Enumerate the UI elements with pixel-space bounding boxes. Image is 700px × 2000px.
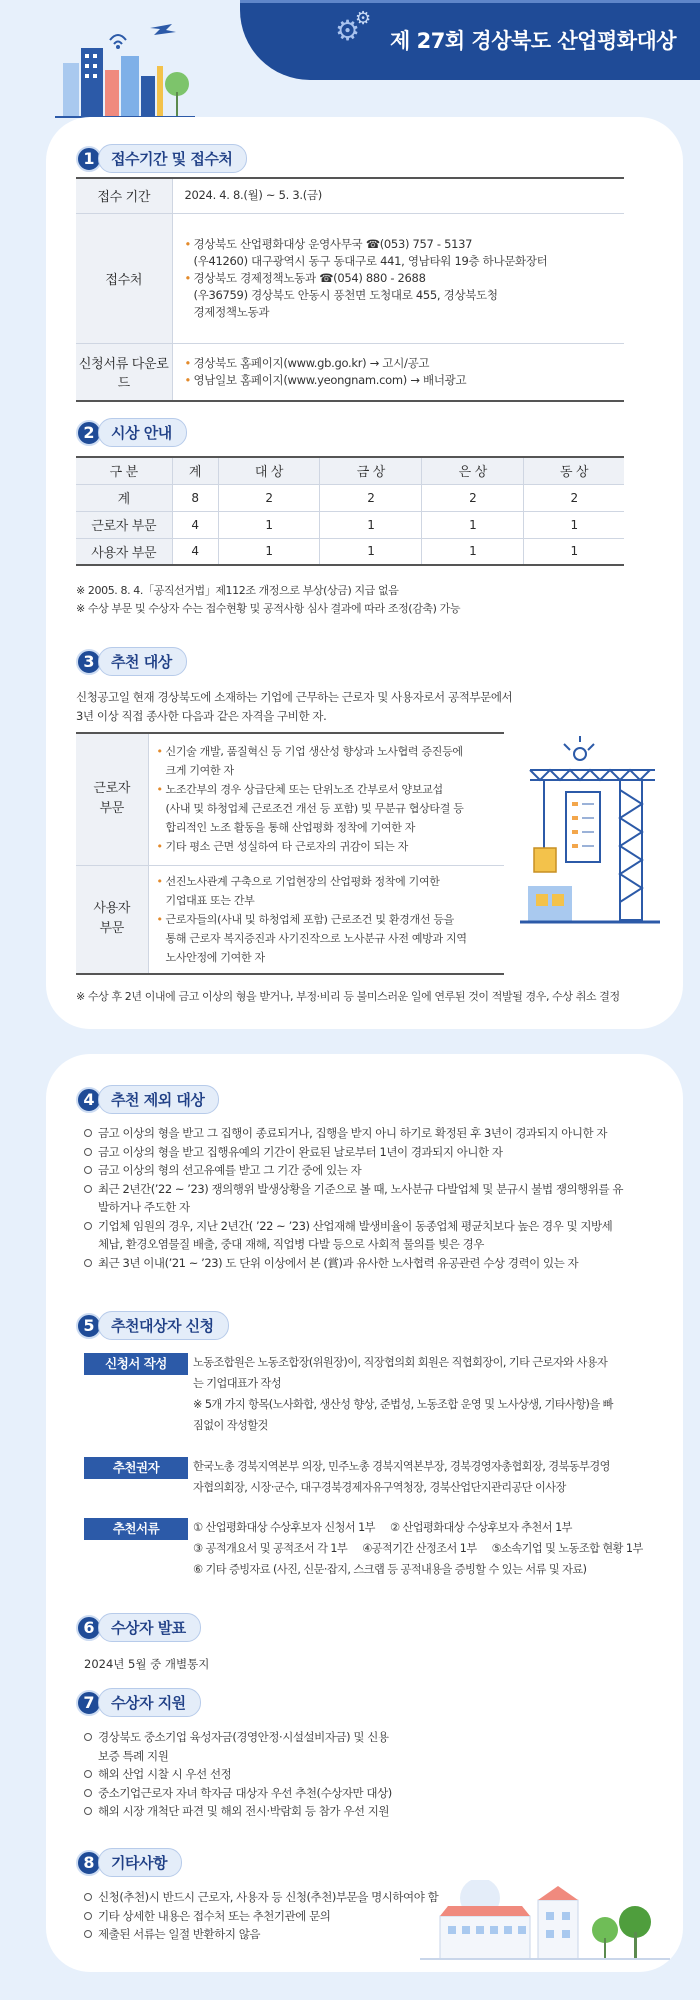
section-6-heading (76, 1613, 201, 1642)
worker-label: 근로자 부문 (76, 733, 148, 865)
section-label: 수상자 지원 (98, 1688, 201, 1717)
list-item: • 기타 평소 근면 성실하여 타 근로자의 귀감이 되는 자 (157, 837, 497, 856)
awards-table (76, 456, 624, 566)
table-cell: 1 (320, 511, 422, 538)
section-number: 4 (76, 1087, 102, 1113)
table-cell: 1 (218, 538, 320, 565)
section-7-heading (76, 1688, 201, 1717)
column-header: 대 상 (218, 457, 320, 484)
section-number: 3 (76, 649, 102, 675)
list-item: 기타 상세한 내용은 접수처 또는 추천기관에 문의 (84, 1907, 444, 1926)
place-label: 접수처 (76, 213, 172, 343)
documents-pill: 추천서류 (84, 1518, 188, 1540)
place-cell (172, 213, 624, 343)
recommender-description: 한국노총 경북지역본부 의장, 민주노총 경북지역본부장, 경북경영자총협회장, 경북동부경영 자협의회장, 시장·군수, 대구경북경제자유구역청장, 경북산업단지관리공단 이사장 (193, 1460, 610, 1494)
table-cell: 1 (422, 511, 524, 538)
section-number: 2 (76, 420, 102, 446)
download-label: 신청서류 다운로드 (76, 343, 172, 401)
documents-description: ① 산업평화대상 수상후보자 신청서 1부 ② 산업평화대상 수상후보자 추천서 1부 ③ 공적개요서 및 공적조서 각 1부 ④공적기간 산정조서 1부 ⑤소속기업 및 노동조합 현황 1부 ⑥ 기타 증빙자료 (사진, 신문·잡지, 스크랩 등 공적내용을 증빙할 수 있는 서류 및 자료) (193, 1521, 643, 1576)
section-number: 6 (76, 1615, 102, 1641)
section-number: 5 (76, 1313, 102, 1339)
table-cell: 4 (172, 511, 218, 538)
section-label: 접수기간 및 접수처 (98, 144, 247, 173)
table-cell: 1 (524, 511, 624, 538)
section-3-heading (76, 647, 187, 676)
list-item: • 선진노사관계 구축으로 기업현장의 산업평화 정착에 기여한 기업대표 또는 간부 (157, 872, 497, 910)
column-header: 계 (172, 457, 218, 484)
list-item: 금고 이상의 형의 선고유예를 받고 그 기간 중에 있는 자 (84, 1161, 644, 1180)
gear-icon: ⚙ (335, 14, 361, 47)
form-description: 노동조합원은 노동조합장(위원장)이, 직장협의회 회원은 직협회장이, 기타 근로자와 사용자 는 기업대표가 작성 ※ 5개 가지 항목(노사화합, 생산성 향상, 준법성, 노동조합 운영 및 노사상생, 기타사항)을 빠 짐없이 작성할것 (193, 1356, 613, 1432)
row-header: 근로자 부문 (76, 511, 172, 538)
list-item: • 근로자들의(사내 및 하청업체 포함) 근로조건 및 환경개선 등을 통해 근로자 복지증진과 사기진작으로 노사분규 사전 예방과 지역 노사안정에 기여한 자 (157, 910, 497, 967)
section-1-heading (76, 144, 247, 173)
list-item: 최근 3년 이내(’21 ~ ’23) 도 단위 이상에서 본 (賞)과 유사한 노사협력 유공관련 수상 경력이 있는 자 (84, 1254, 644, 1273)
reception-table (76, 177, 624, 402)
recommender-pill: 추천권자 (84, 1457, 188, 1479)
city-buildings-illustration (55, 18, 195, 118)
list-item: 기업체 임원의 경우, 지난 2년간( ’22 ~ ’23) 산업재해 발생비율이 동종업체 평균치보다 높은 경우 및 지방세 체납, 환경오염물질 배출, 중대 재해, 직업병 다발 등으로 사회적 물의를 빚은 경우 (84, 1217, 644, 1254)
note-line: ※ 수상 부문 및 수상자 수는 접수현황 및 공적사항 심사 결과에 따라 조정(감축) 가능 (76, 602, 461, 615)
section-number: 1 (76, 146, 102, 172)
column-header: 동 상 (524, 457, 624, 484)
table-row (76, 865, 504, 974)
page-header (0, 0, 700, 115)
section-label: 추천 제외 대상 (98, 1085, 219, 1114)
table-cell: 8 (172, 484, 218, 511)
period-label: 접수 기간 (76, 178, 172, 213)
section-8-heading (76, 1848, 182, 1877)
title-banner (240, 0, 700, 80)
section-2-heading (76, 418, 187, 447)
table-row (76, 538, 624, 565)
list-item: 최근 2년간(’22 ~ ’23) 쟁의행위 발생상황을 기준으로 볼 때, 노사분규 다발업체 및 분규시 불법 쟁의행위를 유 발하거나 주도한 자 (84, 1180, 644, 1217)
list-item: • 경상북도 경제정책노동과 ☎(054) 880 - 2688 (우36759) 경상북도 안동시 풍천면 도청대로 455, 경상북도청 경제정책노동과 (185, 270, 613, 321)
list-item: • 영남일보 홈페이지(www.yeongnam.com) → 배너광고 (185, 372, 613, 389)
column-header: 구 분 (76, 457, 172, 484)
section-label: 추천 대상 (98, 647, 187, 676)
section-label: 기타사항 (98, 1848, 182, 1877)
note-line: ※ 2005. 8. 4.「공직선거법」제112조 개정으로 부상(상금) 지급 없음 (76, 584, 399, 597)
list-item: • 경상북도 홈페이지(www.gb.go.kr) → 고시/공고 (185, 355, 613, 372)
table-cell: 1 (218, 511, 320, 538)
list-item: 금고 이상의 형을 받고 집행유예의 기간이 완료된 날로부터 1년이 경과되지 아니한 자 (84, 1143, 644, 1162)
table-cell: 1 (422, 538, 524, 565)
misc-list (84, 1888, 444, 1944)
eligibility-intro: 신청공고일 현재 경상북도에 소재하는 기업에 근무하는 근로자 및 사용자로서 공적부문에서 3년 이상 직접 종사한 다음과 같은 자격을 구비한 자. (76, 690, 513, 723)
gear-small-icon: ⚙ (355, 8, 372, 29)
list-item: • 노조간부의 경우 상급단체 또는 단위노조 간부로서 양보교섭 (사내 및 하청업체 근로조건 개선 등 포함) 및 무분규 협상타결 등 합리적인 노조 활동을 통해 산업평화 정착에 기여한 자 (157, 780, 497, 837)
table-cell: 2 (422, 484, 524, 511)
list-item: 신청(추천)시 반드시 근로자, 사용자 등 신청(추천)부문을 명시하여야 함 (84, 1888, 444, 1907)
employer-criteria (148, 865, 504, 974)
table-row (76, 733, 504, 865)
period-value: 2024. 4. 8.(월) ~ 5. 3.(금) (172, 178, 624, 213)
list-item: 해외 시장 개척단 파견 및 해외 전시·박람회 등 참가 우선 지원 (84, 1802, 644, 1821)
table-cell: 1 (320, 538, 422, 565)
eligibility-table (76, 732, 504, 975)
list-item: 중소기업근로자 자녀 학자금 대상자 우선 추천(수상자만 대상) (84, 1784, 644, 1803)
download-cell (172, 343, 624, 401)
table-cell: 2 (218, 484, 320, 511)
table-row (76, 511, 624, 538)
section-number: 8 (76, 1850, 102, 1876)
announcement-text: 2024년 5월 중 개별통지 (84, 1657, 210, 1671)
row-header: 계 (76, 484, 172, 511)
row-header: 사용자 부문 (76, 538, 172, 565)
list-item: 제출된 서류는 일절 반환하지 않음 (84, 1925, 444, 1944)
list-item: • 신기술 개발, 품질혁신 등 기업 생산성 향상과 노사협력 증진등에 크게 기여한 자 (157, 742, 497, 780)
awards-notes (76, 582, 460, 618)
section-number: 7 (76, 1690, 102, 1716)
crane-illustration (520, 730, 660, 930)
list-item: • 경상북도 산업평화대상 운영사무국 ☎(053) 757 - 5137 (우41260) 대구광역시 동구 동대구로 441, 영남타워 19층 하나문화장터 (185, 236, 613, 270)
section-label: 시상 안내 (98, 418, 187, 447)
section-4-heading (76, 1085, 219, 1114)
column-header: 은 상 (422, 457, 524, 484)
section-label: 수상자 발표 (98, 1613, 201, 1642)
section-label: 추천대상자 신청 (98, 1311, 229, 1340)
table-cell: 1 (524, 538, 624, 565)
exclusion-list (84, 1124, 644, 1272)
table-row (76, 484, 624, 511)
table-cell: 4 (172, 538, 218, 565)
list-item: 경상북도 중소기업 육성자금(경영안정·시설설비자금) 및 신용 보증 특례 지원 (84, 1728, 644, 1765)
column-header: 금 상 (320, 457, 422, 484)
table-cell: 2 (320, 484, 422, 511)
support-list (84, 1728, 644, 1821)
list-item: 금고 이상의 형을 받고 그 집행이 종료되거나, 집행을 받지 아니 하기로 확정된 후 3년이 경과되지 아니한 자 (84, 1124, 644, 1143)
page-title: 제 27회 경상북도 산업평화대상 (390, 29, 677, 53)
town-illustration (420, 1880, 670, 1960)
form-pill: 신청서 작성 (84, 1353, 188, 1375)
list-item: 해외 산업 시찰 시 우선 선정 (84, 1765, 644, 1784)
worker-criteria (148, 733, 504, 865)
section-5-heading (76, 1311, 229, 1340)
employer-label: 사용자 부문 (76, 865, 148, 974)
table-cell: 2 (524, 484, 624, 511)
table-header-row (76, 457, 624, 484)
eligibility-note: ※ 수상 후 2년 이내에 금고 이상의 형을 받거나, 부정·비리 등 불미스러운 일에 연루된 것이 적발될 경우, 수상 취소 결정 (76, 990, 620, 1003)
